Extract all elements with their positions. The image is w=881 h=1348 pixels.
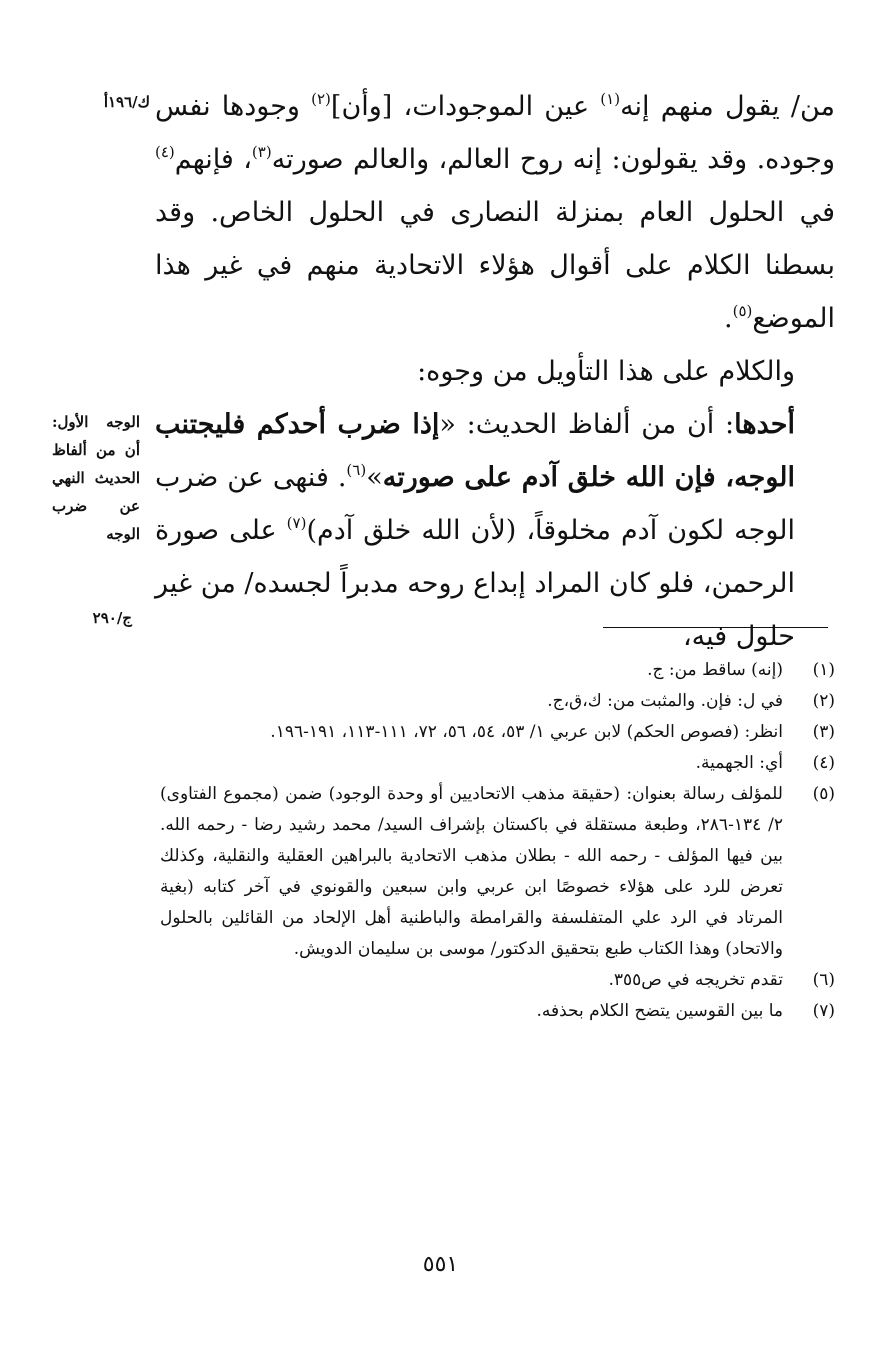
paragraph-3: أحدها: أن من ألفاظ الحديث: «إذا ضرب أحدكم فليجتنب الوجه، فإن الله خلق آدم على صورته»$^{(٦)}$. فنهى عن ضرب الوجه لكون آدم مخلوقاً، (لأن الله خلق آدم)$^{(٧)}$ على صورة الرحمن، فلو كان المراد إبداع روحه مدبراً لجسده/ من غير حلول فيه، <box>155 409 796 652</box>
footnote-separator <box>603 627 828 628</box>
paragraph-1: من/ يقول منهم إنه$^{(١)}$ عين الموجودات، [وأن]$^{(٢)}$ وجودها نفس وجوده. وقد يقولون: إنه روح العالم، والعالم صورته$^{(٣)}$، فإنهم$^{(٤)}$ في الحلول العام بمنزلة النصارى في الحلول الخاص. وقد بسطنا الكلام على أقوال هؤلاء الاتحادية منهم في غير هذا الموضع$^{(٥)}$. <box>155 90 835 334</box>
footnote: (٤) أي: الجهمية. <box>695 753 835 773</box>
hadith-quote: إذا ضرب أحدكم فليجتنب الوجه، فإن الله خلق آدم على صورته <box>155 409 795 493</box>
footnote: (٢) في ل: فإن. والمثبت من: ك،ق،ج. <box>547 691 835 711</box>
margin-manuscript-ref-2: ج/٢٩٠ <box>92 609 132 627</box>
footnote-ref-7[interactable]: (٧) <box>286 514 307 532</box>
margin-manuscript-ref-1: ك/١٩٦أ <box>103 93 150 111</box>
footnote-ref-2[interactable]: (٢) <box>311 90 331 108</box>
footnote: (٦) تقدم تخريجه في ص٣٥٥. <box>608 970 835 990</box>
footnote: (١) (إنه) ساقط من: ج. <box>647 660 835 680</box>
footnote: (٥) للمؤلف رسالة بعنوان: (حقيقة مذهب الاتحاديين أو وحدة الوجود) ضمن (مجموع الفتاوى) ٢/ ١٣٤-٢٨٦، وطبعة مستقلة في باكستان بإشراف السيد/ محمد رشيد رضا - رحمه الله. بين فيها المؤلف - رحمه الله - بطلان مذهب الاتحادية بالبراهين العقلية والنقلية، وكذلك تعرض للرد على هؤلاء خصوصًا ابن عربي وابن سبعين والقونوي في آخر كتابه (بغية المرتاد في الرد علي المتفلسفة والقرامطة والباطنية أهل الإلحاد من القائلين بالحلول والاتحاد) وهذا الكتاب طبع بتحقيق الدكتور/ موسى بن سليمان الدويش. <box>160 784 835 959</box>
page-number: ٥٥١ <box>422 1252 459 1277</box>
main-text <box>155 80 835 663</box>
footnote-ref-4[interactable]: (٤) <box>155 143 175 161</box>
footnote-ref-1[interactable]: (١) <box>600 90 621 108</box>
footnotes <box>160 655 835 1027</box>
margin-heading: الوجه الأول: أن من ألفاظ الحديث النهي عن ضرب الوجه <box>52 413 140 543</box>
footnote-ref-5[interactable]: (٥) <box>732 302 753 320</box>
section-lead: أحدها <box>734 409 795 440</box>
footnote-ref-3[interactable]: (٣) <box>251 143 272 161</box>
footnote-ref-6[interactable]: (٦) <box>346 461 367 479</box>
footnote: (٣) انظر: (فصوص الحكم) لابن عربي ١/ ٥٣، ٥٤، ٥٦، ٧٢، ١١١-١١٣، ١٩١-١٩٦. <box>270 722 835 742</box>
paragraph-2: والكلام على هذا التأويل من وجوه: <box>417 356 795 387</box>
footnote: (٧) ما بين القوسين يتضح الكلام بحذفه. <box>536 1001 835 1021</box>
